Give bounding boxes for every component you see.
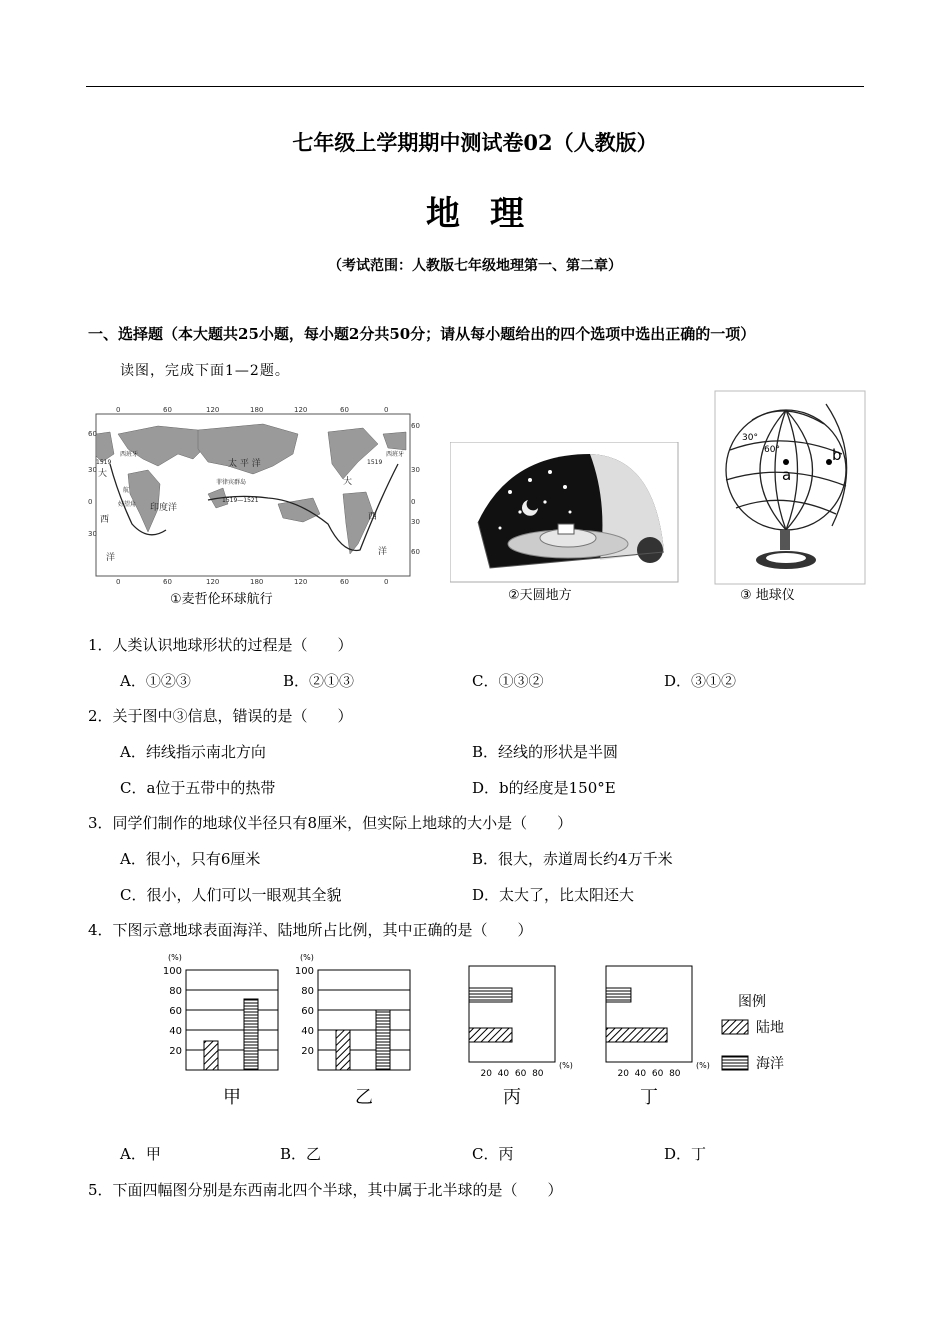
label-spain-right: 西班牙: [386, 451, 405, 458]
map-bottom-tick: 180: [250, 578, 264, 584]
globe-label-30: 30°: [742, 433, 758, 443]
chart-title: 丙: [503, 1087, 521, 1108]
chart-tick-label: 20: [169, 1046, 182, 1057]
chart-title: 丁: [640, 1087, 658, 1108]
chart-tick-label: 100: [162, 966, 182, 977]
chart-tick-label: 40: [497, 1069, 510, 1079]
label-atlantic: 大: [98, 469, 108, 479]
globe-figure: [714, 390, 866, 585]
chart-tick-label: 80: [669, 1069, 681, 1079]
chart-tick-label: 60: [169, 1006, 182, 1017]
q3-option-b[interactable]: B．很大，赤道周长约4万千米: [472, 850, 673, 868]
label-year-left: 1519: [96, 459, 112, 466]
land-ocean-charts: [150, 948, 800, 1108]
globe-label-60: 60°: [764, 445, 780, 455]
chart-frame: [469, 966, 555, 1062]
map-left-tick: 0: [88, 498, 93, 506]
q1-option-c[interactable]: C．①③②: [472, 672, 544, 690]
q4-option-b[interactable]: B．乙: [280, 1145, 322, 1163]
exam-scope: （考试范围：人教版七年级地理第一、第二章）: [328, 258, 622, 274]
magellan-map-figure: [88, 404, 420, 584]
label-year-right: 1519: [367, 459, 383, 466]
q2-option-d[interactable]: D．b的经度是150°E: [472, 779, 616, 797]
chart-unit-label: (%): [168, 953, 182, 962]
label-atlantic: 西: [100, 515, 110, 525]
map-left-tick: 30: [88, 530, 97, 538]
q1-option-a[interactable]: A．①②③: [120, 672, 191, 690]
map-bottom-tick: 60: [163, 578, 172, 584]
chart-unit-label: (%): [300, 953, 314, 962]
dome-figure: [450, 442, 680, 584]
chart-unit-label: (%): [559, 1061, 573, 1070]
legend-ocean-label: 海洋: [756, 1056, 784, 1072]
chart-frame: [606, 966, 692, 1062]
map-top-tick: 0: [384, 406, 389, 414]
chart-bar-land: [336, 1030, 350, 1070]
label-atlantic: 大: [343, 477, 353, 487]
page-title: 七年级上学期期中测试卷02（人教版）: [292, 130, 658, 155]
chart-tick-label: 80: [532, 1069, 544, 1079]
label-atlantic: 西: [368, 512, 378, 522]
map-top-tick: 0: [116, 406, 121, 414]
question-1: 1．人类认识地球形状的过程是（ ）: [88, 636, 353, 654]
legend-title: 图例: [738, 994, 766, 1010]
legend-land-label: 陆地: [756, 1020, 784, 1036]
caption-magellan: ①麦哲伦环球航行: [170, 592, 273, 607]
map-left-tick: 30: [88, 466, 97, 474]
q2-option-c[interactable]: C．a位于五带中的热带: [120, 779, 276, 797]
map-top-tick: 60: [340, 406, 349, 414]
chart-bar-land: [204, 1041, 218, 1070]
map-top-tick: 120: [294, 406, 308, 414]
map-top-tick: 60: [163, 406, 172, 414]
chart-frame: [186, 970, 278, 1070]
map-top-tick: 120: [206, 406, 220, 414]
map-bottom-tick: 0: [116, 578, 121, 584]
q3-option-d[interactable]: D．太大了，比太阳还大: [472, 886, 635, 904]
question-3: 3．同学们制作的地球仪半径只有8厘米，但实际上地球的大小是（ ）: [88, 814, 573, 832]
section-heading: 一、选择题（本大题共25小题，每小题2分共50分；请从每小题给出的四个选项中选出正确的一项）: [88, 325, 756, 343]
chart-bar-ocean: [606, 988, 631, 1002]
chart-bar-ocean: [469, 988, 512, 1002]
map-bottom-tick: 120: [206, 578, 220, 584]
q4-option-d[interactable]: D．丁: [664, 1145, 707, 1163]
chart-bar-ocean: [244, 999, 258, 1070]
subject-title: 地理: [426, 194, 554, 234]
q3-option-a[interactable]: A．很小，只有6厘米: [120, 850, 261, 868]
chart-bar-land: [469, 1028, 512, 1042]
top-rule: [86, 86, 864, 87]
legend-land-swatch: [722, 1020, 748, 1034]
map-left-tick: 60: [88, 430, 97, 438]
chart-tick-label: 100: [294, 966, 314, 977]
map-right-tick: 60: [411, 422, 420, 430]
map-bottom-tick: 120: [294, 578, 308, 584]
chart-frame: [318, 970, 410, 1070]
chart-tick-label: 40: [301, 1026, 314, 1037]
label-pacific: 太 平 洋: [228, 459, 261, 469]
chart-unit-label: (%): [696, 1061, 710, 1070]
legend-ocean-swatch: [722, 1056, 748, 1070]
label-atlantic: 洋: [378, 547, 388, 557]
question-5: 5．下面四幅图分别是东西南北四个半球，其中属于北半球的是（ ）: [88, 1181, 563, 1199]
chart-tick-label: 20: [480, 1069, 492, 1079]
chart-tick-label: 60: [514, 1069, 527, 1079]
chart-tick-label: 80: [301, 986, 314, 997]
q2-option-a[interactable]: A．纬线指示南北方向: [120, 743, 266, 761]
chart-tick-label: 40: [169, 1026, 182, 1037]
chart-title: 乙: [355, 1087, 373, 1108]
caption-dome: ②天圆地方: [508, 588, 572, 603]
question-2: 2．关于图中③信息，错误的是（ ）: [88, 707, 353, 725]
q1-option-b[interactable]: B．②①③: [283, 672, 355, 690]
caption-globe: ③ 地球仪: [740, 588, 795, 603]
map-bottom-tick: 0: [384, 578, 389, 584]
q2-option-b[interactable]: B．经线的形状是半圆: [472, 743, 619, 761]
map-right-tick: 30: [411, 518, 420, 526]
chart-bar-ocean: [376, 1010, 390, 1070]
question-4: 4．下图示意地球表面海洋、陆地所占比例，其中正确的是（ ）: [88, 921, 533, 939]
label-route-year: 1519—1521: [222, 497, 259, 504]
q4-option-c[interactable]: C．丙: [472, 1145, 514, 1163]
label-indian: 印度洋: [150, 503, 178, 513]
map-right-tick: 60: [411, 548, 420, 556]
globe-point-a: a: [782, 466, 792, 484]
q1-option-d[interactable]: D．③①②: [664, 672, 737, 690]
chart-tick-label: 40: [634, 1069, 647, 1079]
label-philippines: 菲律宾群岛: [216, 479, 247, 486]
label-cape: 好望角: [118, 501, 137, 508]
map-top-tick: 180: [250, 406, 264, 414]
label-atlantic: 洋: [106, 553, 116, 563]
chart-tick-label: 20: [617, 1069, 629, 1079]
chart-title: 甲: [223, 1087, 241, 1108]
map-right-tick: 30: [411, 466, 420, 474]
chart-tick-label: 60: [301, 1006, 314, 1017]
globe-point-b: b: [832, 446, 842, 464]
label-mid: 航: [123, 487, 130, 494]
label-spain-left: 西班牙: [120, 451, 139, 458]
q4-option-a[interactable]: A．甲: [120, 1145, 161, 1163]
chart-tick-label: 20: [301, 1046, 314, 1057]
map-right-tick: 0: [411, 498, 416, 506]
chart-tick-label: 80: [169, 986, 182, 997]
q3-option-c[interactable]: C．很小，人们可以一眼观其全貌: [120, 886, 342, 904]
lead-text: 读图，完成下面1—2题。: [120, 363, 290, 379]
chart-tick-label: 60: [651, 1069, 664, 1079]
map-bottom-tick: 60: [340, 578, 349, 584]
chart-bar-land: [606, 1028, 667, 1042]
